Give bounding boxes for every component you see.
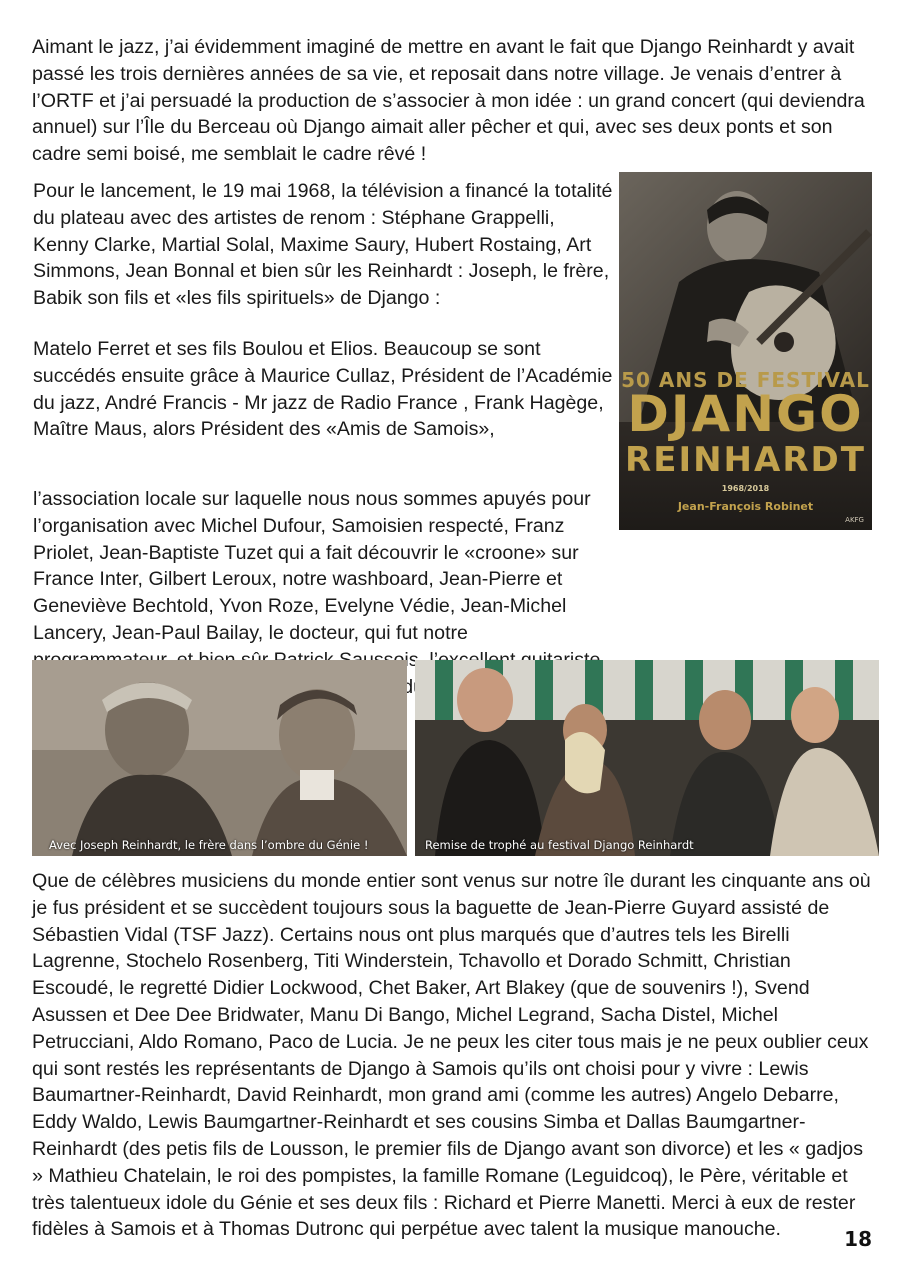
photo-trophy-ceremony [415,660,879,856]
musicians-paragraph: Que de célèbres musiciens du monde entier sont venus sur notre île durant les cinquante ans où je fus président et se succèdent toujours sous la baguette de Jean-Pierre Guyard assisté de Sébastien Vidal (TSF Jazz). Certains nous ont plus marqués que d’autres tels les Birelli Lagrenne, Stochelo Rosenberg, Titi Winderstein, Tchavollo et Dorado Schmitt, Christian Escoudé, le regretté Didier Lockwood, Chet Baker, Art Blakey (que de souvenirs !), Svend Asussen et Dee Dee Bridwater, Manu Di Bango, Michel Legrand, Sacha Distel, Michel Petrucciani, Aldo Romano, Paco de Lucia. Je ne peux les citer tous mais je ne peux oublier ceux qui sont restés les représentants de Django à Samois qu’ils ont choisi pour y vivre : Lewis Baumartner-Reinhardt, David Reinhardt, mon grand ami (comme les autres) Angelo Debarre, Eddy Waldo, Lewis Baumgartner-Reinhardt et ses cousins Simba et Dallas Baumgartner-Reinhardt (des petis fils de Lousson, le premier fils de Django avant son divorce) et les « gadjos » Mathieu Chatelain, le roi des pompistes, la famille Romane (Leguidcoq), le Père, véritable et très talentueux idole du Génie et ses deux fils : Richard et Pierre Manetti. Merci à eux de rester fidèles à Samois et à Thomas Dutronc qui perpétue avec talent la musique manouche. [32,870,871,1241]
cover-years: 1968/2018 [721,484,770,493]
launch-paragraph: Pour le lancement, le 19 mai 1968, la télévision a financé la totalité du plateau avec des artistes de renom : Stéphane Grappelli, Kenny Clarke, Martial Solal, Maxime Saury, Hubert Rostaing, Art Simmons, Jean Bonnal et bien sûr les Reinhardt : Joseph, le frère, Babik son fils et «les fils spirituels» de Django : [33,180,613,310]
intro-paragraph: Aimant le jazz, j’ai évidemment imaginé de mettre en avant le fait que Django Reinhardt y avait passé les trois dernières années de sa vie, et reposait dans notre village. Je venais d’entrer à l’ORTF et j’ai persuadé la production de s’associer à mon idée : un grand concert (qui deviendra annuel) sur l’Île du Berceau où Django aimait aller pêcher et qui, avec ses deux ponts et son cadre semi boisé, me semblait le cadre rêvé ! [32,36,865,166]
book-cover-image [619,172,872,530]
photo-joseph-reinhardt [32,660,407,856]
photo-trophy-image [415,660,879,856]
ferret-paragraph: Matelo Ferret et ses fils Boulou et Elios. Beaucoup se sont succédés ensuite grâce à Maurice Cullaz, Président de l’Académie du jazz, André Francis - Mr jazz de Radio France , Frank Hagège, Maître Maus, alors Président des «Amis de Samois», [33,338,613,441]
cover-publisher: AKFG [845,516,864,524]
photo-left-caption: Avec Joseph Reinhardt, le frère dans l’ombre du Génie ! [49,838,369,852]
cover-title-reinhardt: REINHARDT [625,440,866,480]
photo-right-caption: Remise de trophé au festival Django Reinhardt [425,838,694,852]
page-number: 18 [844,1227,872,1251]
photo-joseph-image [32,660,407,856]
cover-subtitle: 50 ANS DE FESTIVAL [621,368,870,392]
cover-title-django: DJANGO [627,385,864,443]
association-paragraph: l’association locale sur laquelle nous nous sommes apuyés pour l’organisation avec Michel Dufour, Samoisien respecté, Franz Priolet, Jean-Baptiste Tuzet qui a fait découvrir le «croone» sur France Inter, Gilbert Leroux, notre washboard, Jean-Pierre et Geneviève Bechtold, Yvon Roze, Evelyne Védie, Jean-Michel Lancery, Jean-Paul Bailay, le docteur, qui fut notre du [33,488,591,698]
cover-author: Jean-François Robinet [677,500,814,513]
